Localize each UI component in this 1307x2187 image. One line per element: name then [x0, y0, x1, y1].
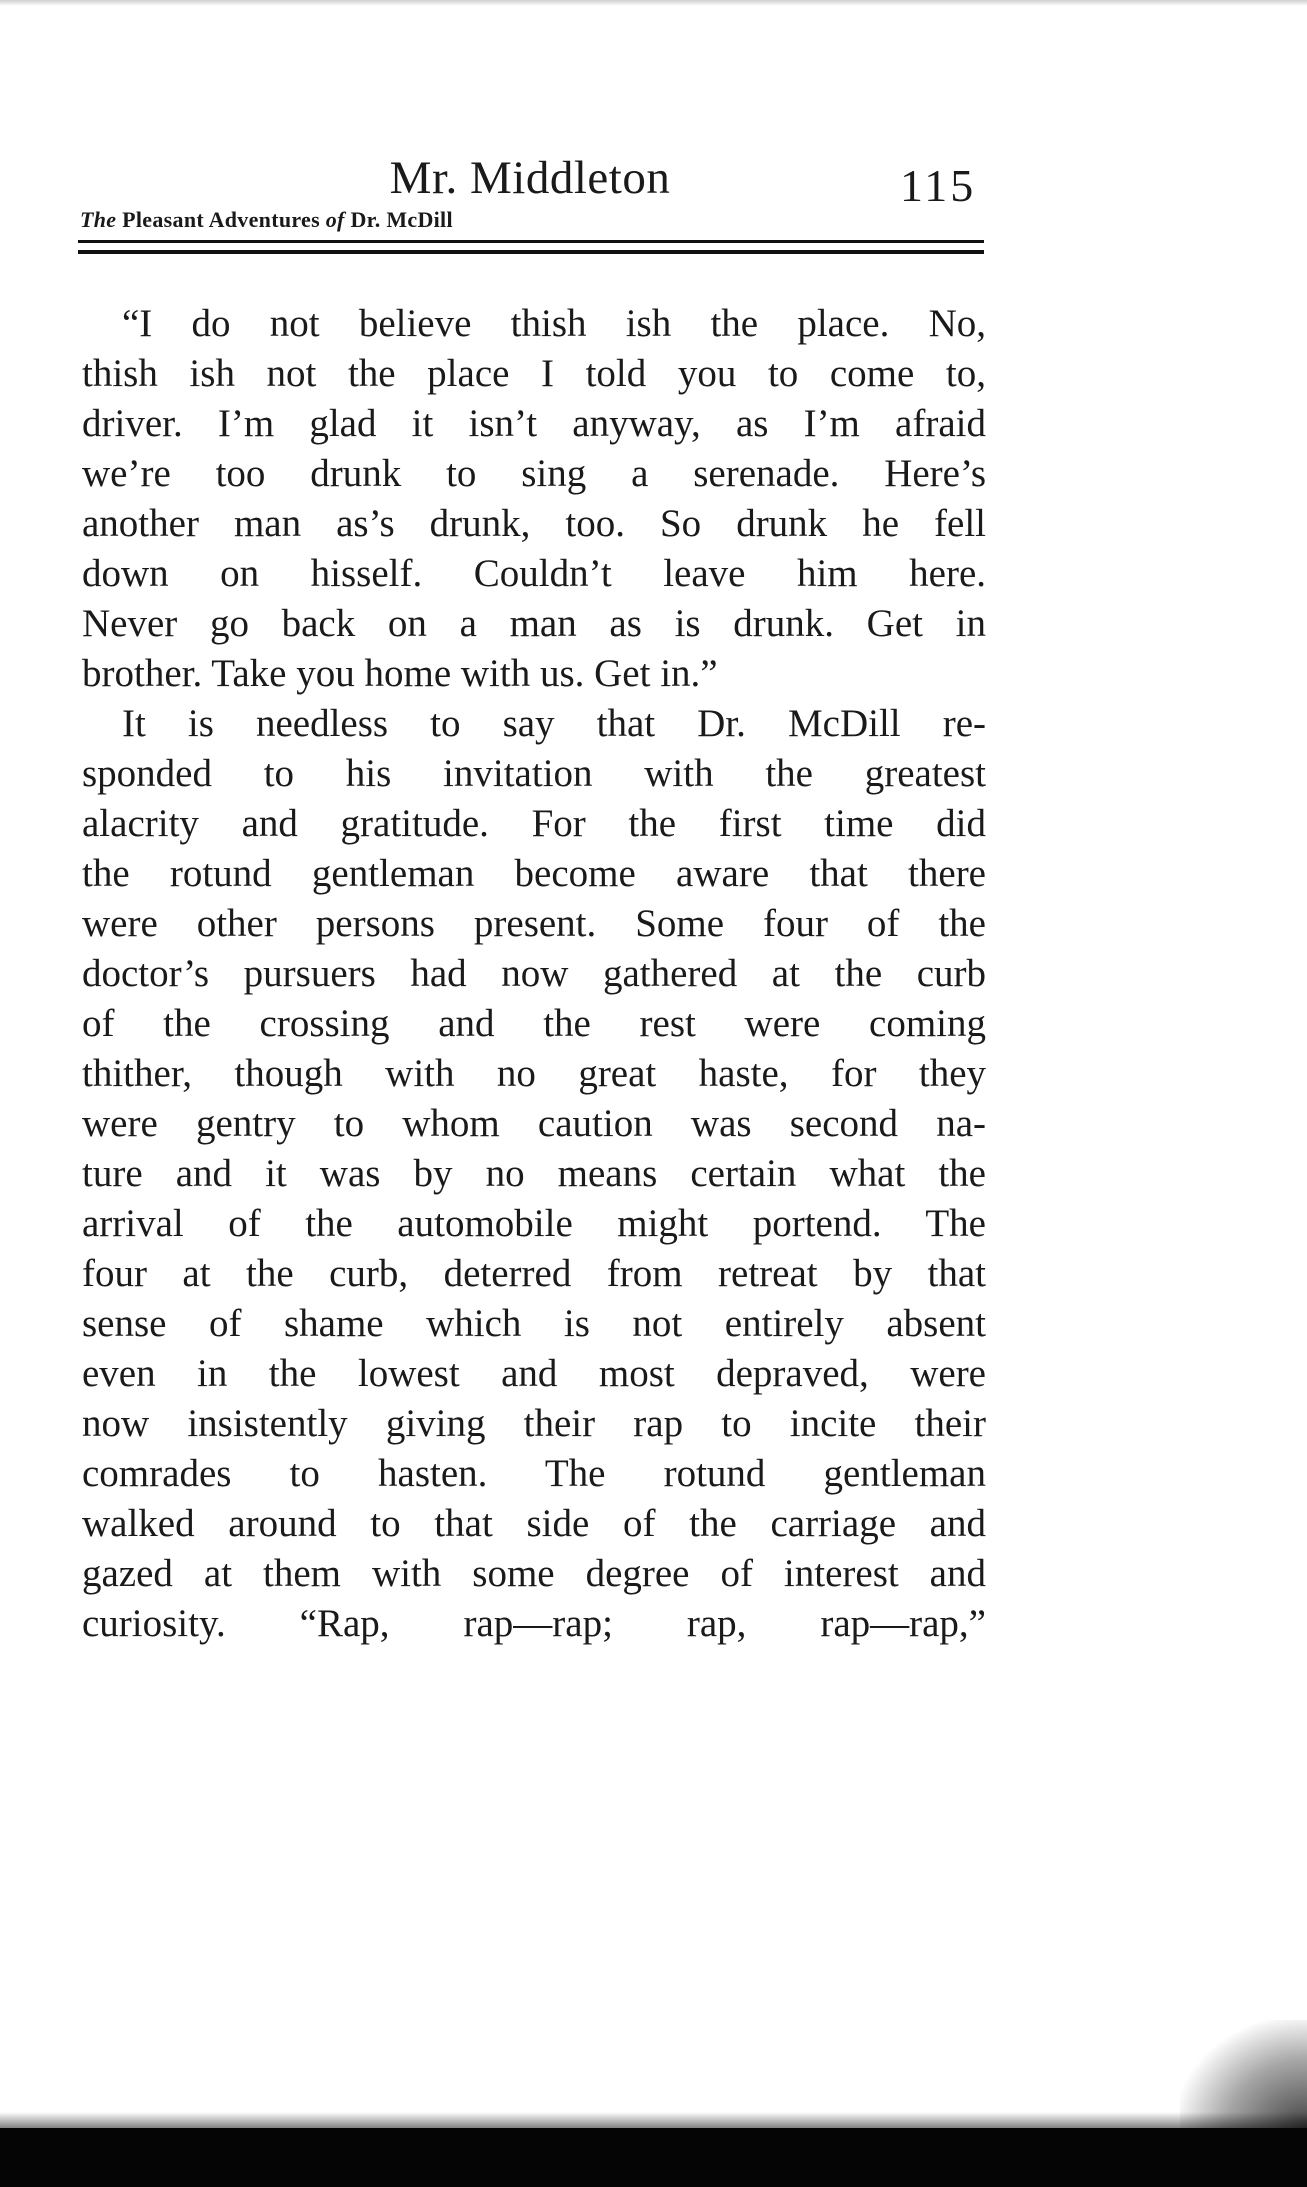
book-title-of: of: [325, 207, 345, 232]
body-text: [82, 299, 986, 1649]
text-line: arrival of the automobile might portend. The: [82, 1202, 986, 1245]
book-title-end: Dr. McDill: [344, 207, 453, 232]
paragraph: [82, 699, 986, 1649]
page-top-edge: [0, 0, 1307, 6]
text-line: sponded to his invitation with the greatest: [82, 752, 986, 795]
text-line: were gentry to whom caution was second na-: [82, 1102, 986, 1145]
text-line: thither, though with no great haste, for they: [82, 1052, 986, 1095]
book-title-the: The: [80, 207, 117, 232]
text-line: comrades to hasten. The rotund gentleman: [82, 1452, 986, 1495]
text-line: down on hisself. Couldn’t leave him here.: [82, 552, 986, 595]
text-line: four at the curb, deterred from retreat by that: [82, 1252, 986, 1295]
text-line: Never go back on a man as is drunk. Get in: [82, 602, 986, 645]
text-line: were other persons present. Some four of the: [82, 902, 986, 945]
text-line: even in the lowest and most depraved, were: [82, 1352, 986, 1395]
text-line: brother. Take you home with us. Get in.”: [82, 652, 718, 695]
text-line: ture and it was by no means certain what the: [82, 1152, 986, 1195]
text-line: of the crossing and the rest were coming: [82, 1002, 986, 1045]
scan-bottom-edge: [0, 2128, 1307, 2187]
running-title: Mr. Middleton: [389, 152, 671, 204]
text-line: doctor’s pursuers had now gathered at the curb: [82, 952, 986, 995]
book-title: [80, 206, 453, 234]
text-line: walked around to that side of the carriage and: [82, 1502, 986, 1545]
header-rule-thick: [78, 250, 984, 254]
header-rule-thin: [78, 240, 984, 243]
page-number: 115: [900, 160, 977, 211]
text-line: we’re too drunk to sing a serenade. Here’s: [82, 452, 986, 495]
book-title-middle: Pleasant Adventures: [116, 207, 326, 232]
text-line: sense of shame which is not entirely absent: [82, 1302, 986, 1345]
text-line: curiosity. “Rap, rap—rap; rap, rap—rap,”: [82, 1602, 986, 1645]
text-line: another man as’s drunk, too. So drunk he fell: [82, 502, 986, 545]
paragraph: [82, 299, 986, 699]
text-line: the rotund gentleman become aware that there: [82, 852, 986, 895]
text-line: driver. I’m glad it isn’t anyway, as I’m afraid: [82, 402, 986, 445]
text-line: thish ish not the place I told you to come to,: [82, 352, 986, 395]
text-line: “I do not believe thish ish the place. No,: [122, 302, 986, 345]
text-line: alacrity and gratitude. For the first time did: [82, 802, 986, 845]
text-line: now insistently giving their rap to incite their: [82, 1402, 986, 1445]
text-line: gazed at them with some degree of interest and: [82, 1552, 986, 1595]
text-line: It is needless to say that Dr. McDill re-: [122, 702, 986, 745]
